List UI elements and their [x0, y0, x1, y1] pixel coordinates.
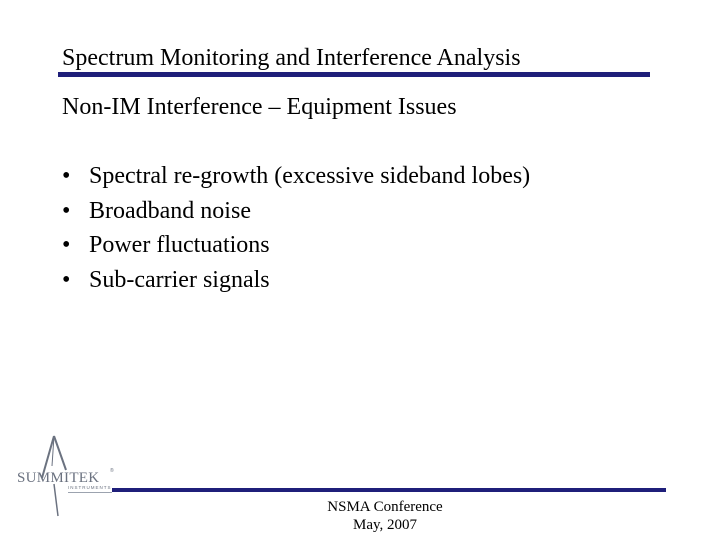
logo-base-stroke [54, 484, 58, 516]
bullet-item [62, 231, 530, 266]
bullet-text: Broadband noise [89, 197, 251, 224]
bullet-item [62, 162, 530, 197]
bullet-icon: • [62, 163, 71, 189]
bullet-icon: • [62, 266, 71, 293]
logo-tagline: INSTRUMENTS [68, 485, 112, 490]
slide-subtitle: Non-IM Interference – Equipment Issues [62, 94, 457, 120]
bullet-item [62, 197, 530, 232]
footer-underline [112, 488, 666, 492]
footer [306, 498, 464, 534]
title-underline [58, 72, 650, 77]
bullet-icon: • [62, 197, 71, 224]
bullet-text: Sub-carrier signals [89, 266, 270, 293]
summitek-logo [14, 434, 126, 518]
logo-peak-right-stroke [54, 436, 66, 470]
bullet-icon: • [62, 232, 71, 258]
logo-tagline-rule [68, 492, 112, 493]
bullet-text: Spectral re-growth (excessive sideband lobes) [89, 163, 531, 189]
footer-date: May, 2007 [352, 517, 418, 533]
slide-title: Spectrum Monitoring and Interference Analysis [62, 45, 521, 71]
bullet-item [62, 266, 530, 301]
logo-wordmark: SUMMITEK [17, 470, 100, 486]
bullet-text: Power fluctuations [89, 232, 270, 258]
logo-trademark-icon: ® [110, 468, 114, 474]
footer-conference: NSMA Conference [327, 499, 443, 515]
bullet-list [62, 162, 530, 300]
